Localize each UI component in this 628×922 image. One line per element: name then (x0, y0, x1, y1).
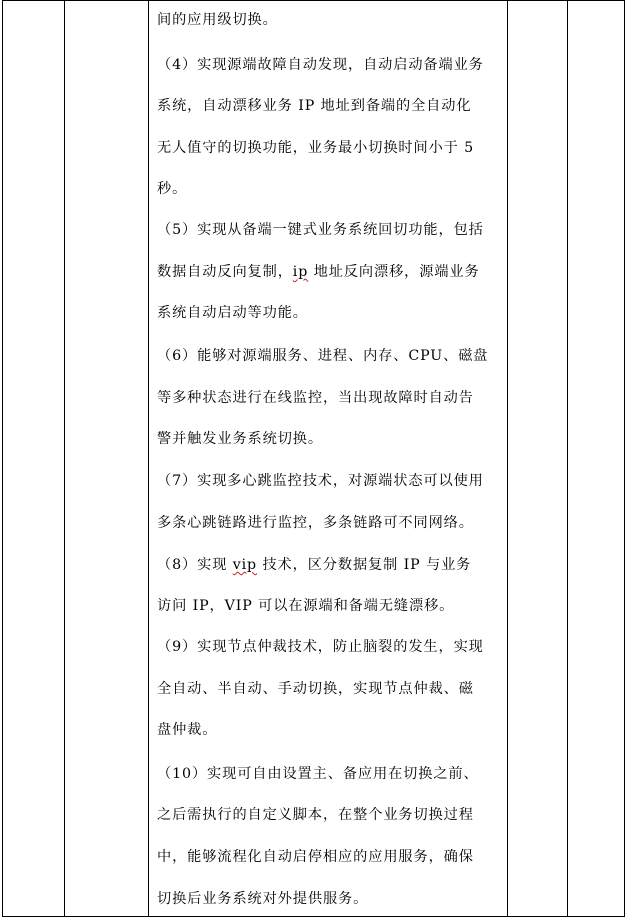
text-line: （10）实现可自由设置主、备应用在切换之前、 (157, 766, 479, 782)
table-border-left (2, 0, 3, 917)
text-line: 盘仲裁。 (157, 722, 218, 738)
text-line: （5）实现从备端一键式业务系统回切功能，包括 (157, 222, 484, 238)
text-line: 多条心跳链路进行监控，多条链路可不同网络。 (157, 515, 474, 531)
text-line: 系统自动启动等功能。 (157, 305, 308, 321)
text-line: （7）实现多心跳监控技术，对源端状态可以使用 (157, 473, 484, 489)
table-border-top (2, 0, 625, 1)
text-line: 访问 IP，VIP 可以在源端和备端无缝漂移。 (157, 598, 455, 614)
text-line: 切换后业务系统对外提供服务。 (157, 891, 369, 907)
text-segment: （8）实现 (157, 557, 233, 573)
column-divider-1 (64, 0, 65, 917)
table-border-right (624, 0, 625, 917)
text-segment: 数据自动反向复制， (157, 264, 293, 280)
text-line: 间的应用级切换。 (157, 12, 278, 28)
text-line (157, 556, 471, 574)
spellcheck-flagged-word[interactable]: ip (292, 264, 309, 280)
text-line (157, 263, 480, 281)
text-line: （4）实现源端故障自动发现，自动启动备端业务 (157, 57, 484, 73)
table-border-bottom (2, 916, 625, 917)
column-divider-4 (567, 0, 568, 917)
text-line: 警并触发业务系统切换。 (157, 431, 323, 447)
column-divider-3 (507, 0, 508, 917)
text-line: 全自动、半自动、手动切换，实现节点仲裁、磁 (157, 681, 474, 697)
text-line: 之后需执行的自定义脚本，在整个业务切换过程 (157, 807, 474, 823)
text-line: 无人值守的切换功能，业务最小切换时间小于 5 (157, 140, 475, 156)
column-divider-2 (148, 0, 149, 917)
text-line: 系统，自动漂移业务 IP 地址到备端的全自动化 (157, 98, 472, 114)
text-segment: 地址反向漂移，源端业务 (308, 264, 480, 280)
text-segment: 技术，区分数据复制 IP 与业务 (257, 557, 472, 573)
text-line: 中，能够流程化自动启停相应的应用服务，确保 (157, 849, 474, 865)
text-line: （9）实现节点仲裁技术，防止脑裂的发生，实现 (157, 639, 484, 655)
spellcheck-flagged-word[interactable]: vip (232, 557, 258, 573)
text-line: 等多种状态进行在线监控，当出现故障时自动告 (157, 390, 474, 406)
text-line: 秒。 (157, 181, 188, 197)
text-line: （6）能够对源端服务、进程、内存、CPU、磁盘 (157, 348, 489, 364)
